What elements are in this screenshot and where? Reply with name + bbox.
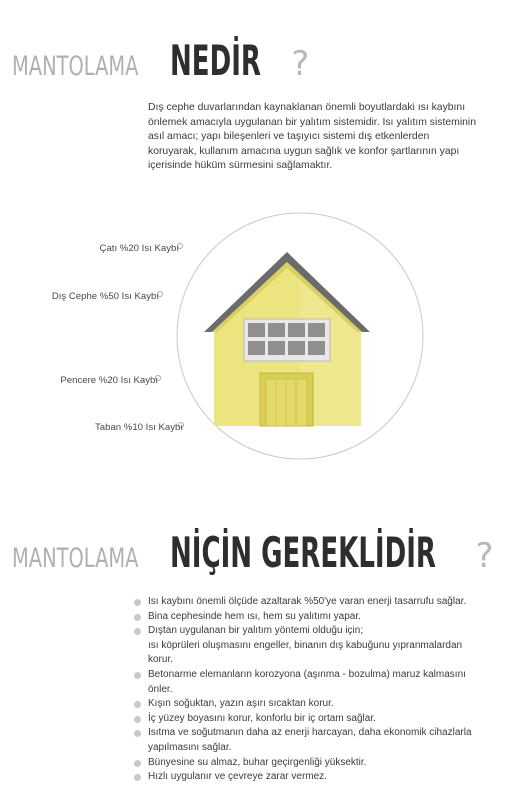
list-item: Isıtma ve soğutmanın daha az enerji harcayan, daha ekonomik cihazlarla yapılmasını sağlar. [132,726,482,755]
list-item: Isı kaybını önemli ölçüde azaltarak %50'ye varan enerji tasarrufu sağlar. [132,595,482,610]
callout-facade: Dış Cephe %50 Isı Kaybı [51,291,159,302]
title-question-mark-2: ? [475,536,494,576]
list-item: Dıştan uygulanan bir yalıtım yöntemi olduğu için; ısı köprüleri oluşmasını engeller, binanın dış kabuğunu yıpranmalardan korur. [132,624,482,668]
list-item: Kışın soğuktan, yazın aşırı sıcaktan korur. [132,697,482,712]
list-item: İç yüzey boyasını korur, konforlu bir iç ortam sağlar. [132,712,482,727]
title-nicin-gereklidir: NİÇİN GEREKLİDİR [170,528,437,577]
title-question-mark: ? [291,44,310,84]
title-nedir: NEDİR [170,36,261,85]
callout-window: Pencere %20 Isı Kaybı [60,375,158,386]
list-item: Bina cephesinde hem ısı, hem su yalıtımı yapar. [132,610,482,625]
list-item: Betonarme elemanların korozyona (aşınma - bozulma) maruz kalmasını önler. [132,668,482,697]
section-title-nicin [12,528,494,577]
callout-roof: Çatı %20 Isı Kaybı [99,243,179,254]
list-item: Bünyesine su almaz, buhar geçirgenliği yüksektir. [132,756,482,771]
callout-floor: Taban %10 Isı Kaybı [95,422,183,433]
list-item: Hızlı uygulanır ve çevreye zarar vermez. [132,770,482,785]
title-mantolama: MANTOLAMA [12,51,139,82]
title-mantolama-2: MANTOLAMA [12,543,139,574]
intro-paragraph: Dış cephe duvarlarından kaynaklanan önemli boyutlardaki ısı kaybını önlemek amacıyla uygulanan bir yalıtım sistemidir. Isı yalıtım sisteminin asıl amacı; yapı bileşenleri ve taşıyıcı sistemi dış etkenlerden koruyarak, kullanım amacına uygun sağlık ve konfor şartlarının yapı içerisinde hüküm sürmesini sağlamaktır. [148,102,476,172]
reasons-list [132,595,482,785]
